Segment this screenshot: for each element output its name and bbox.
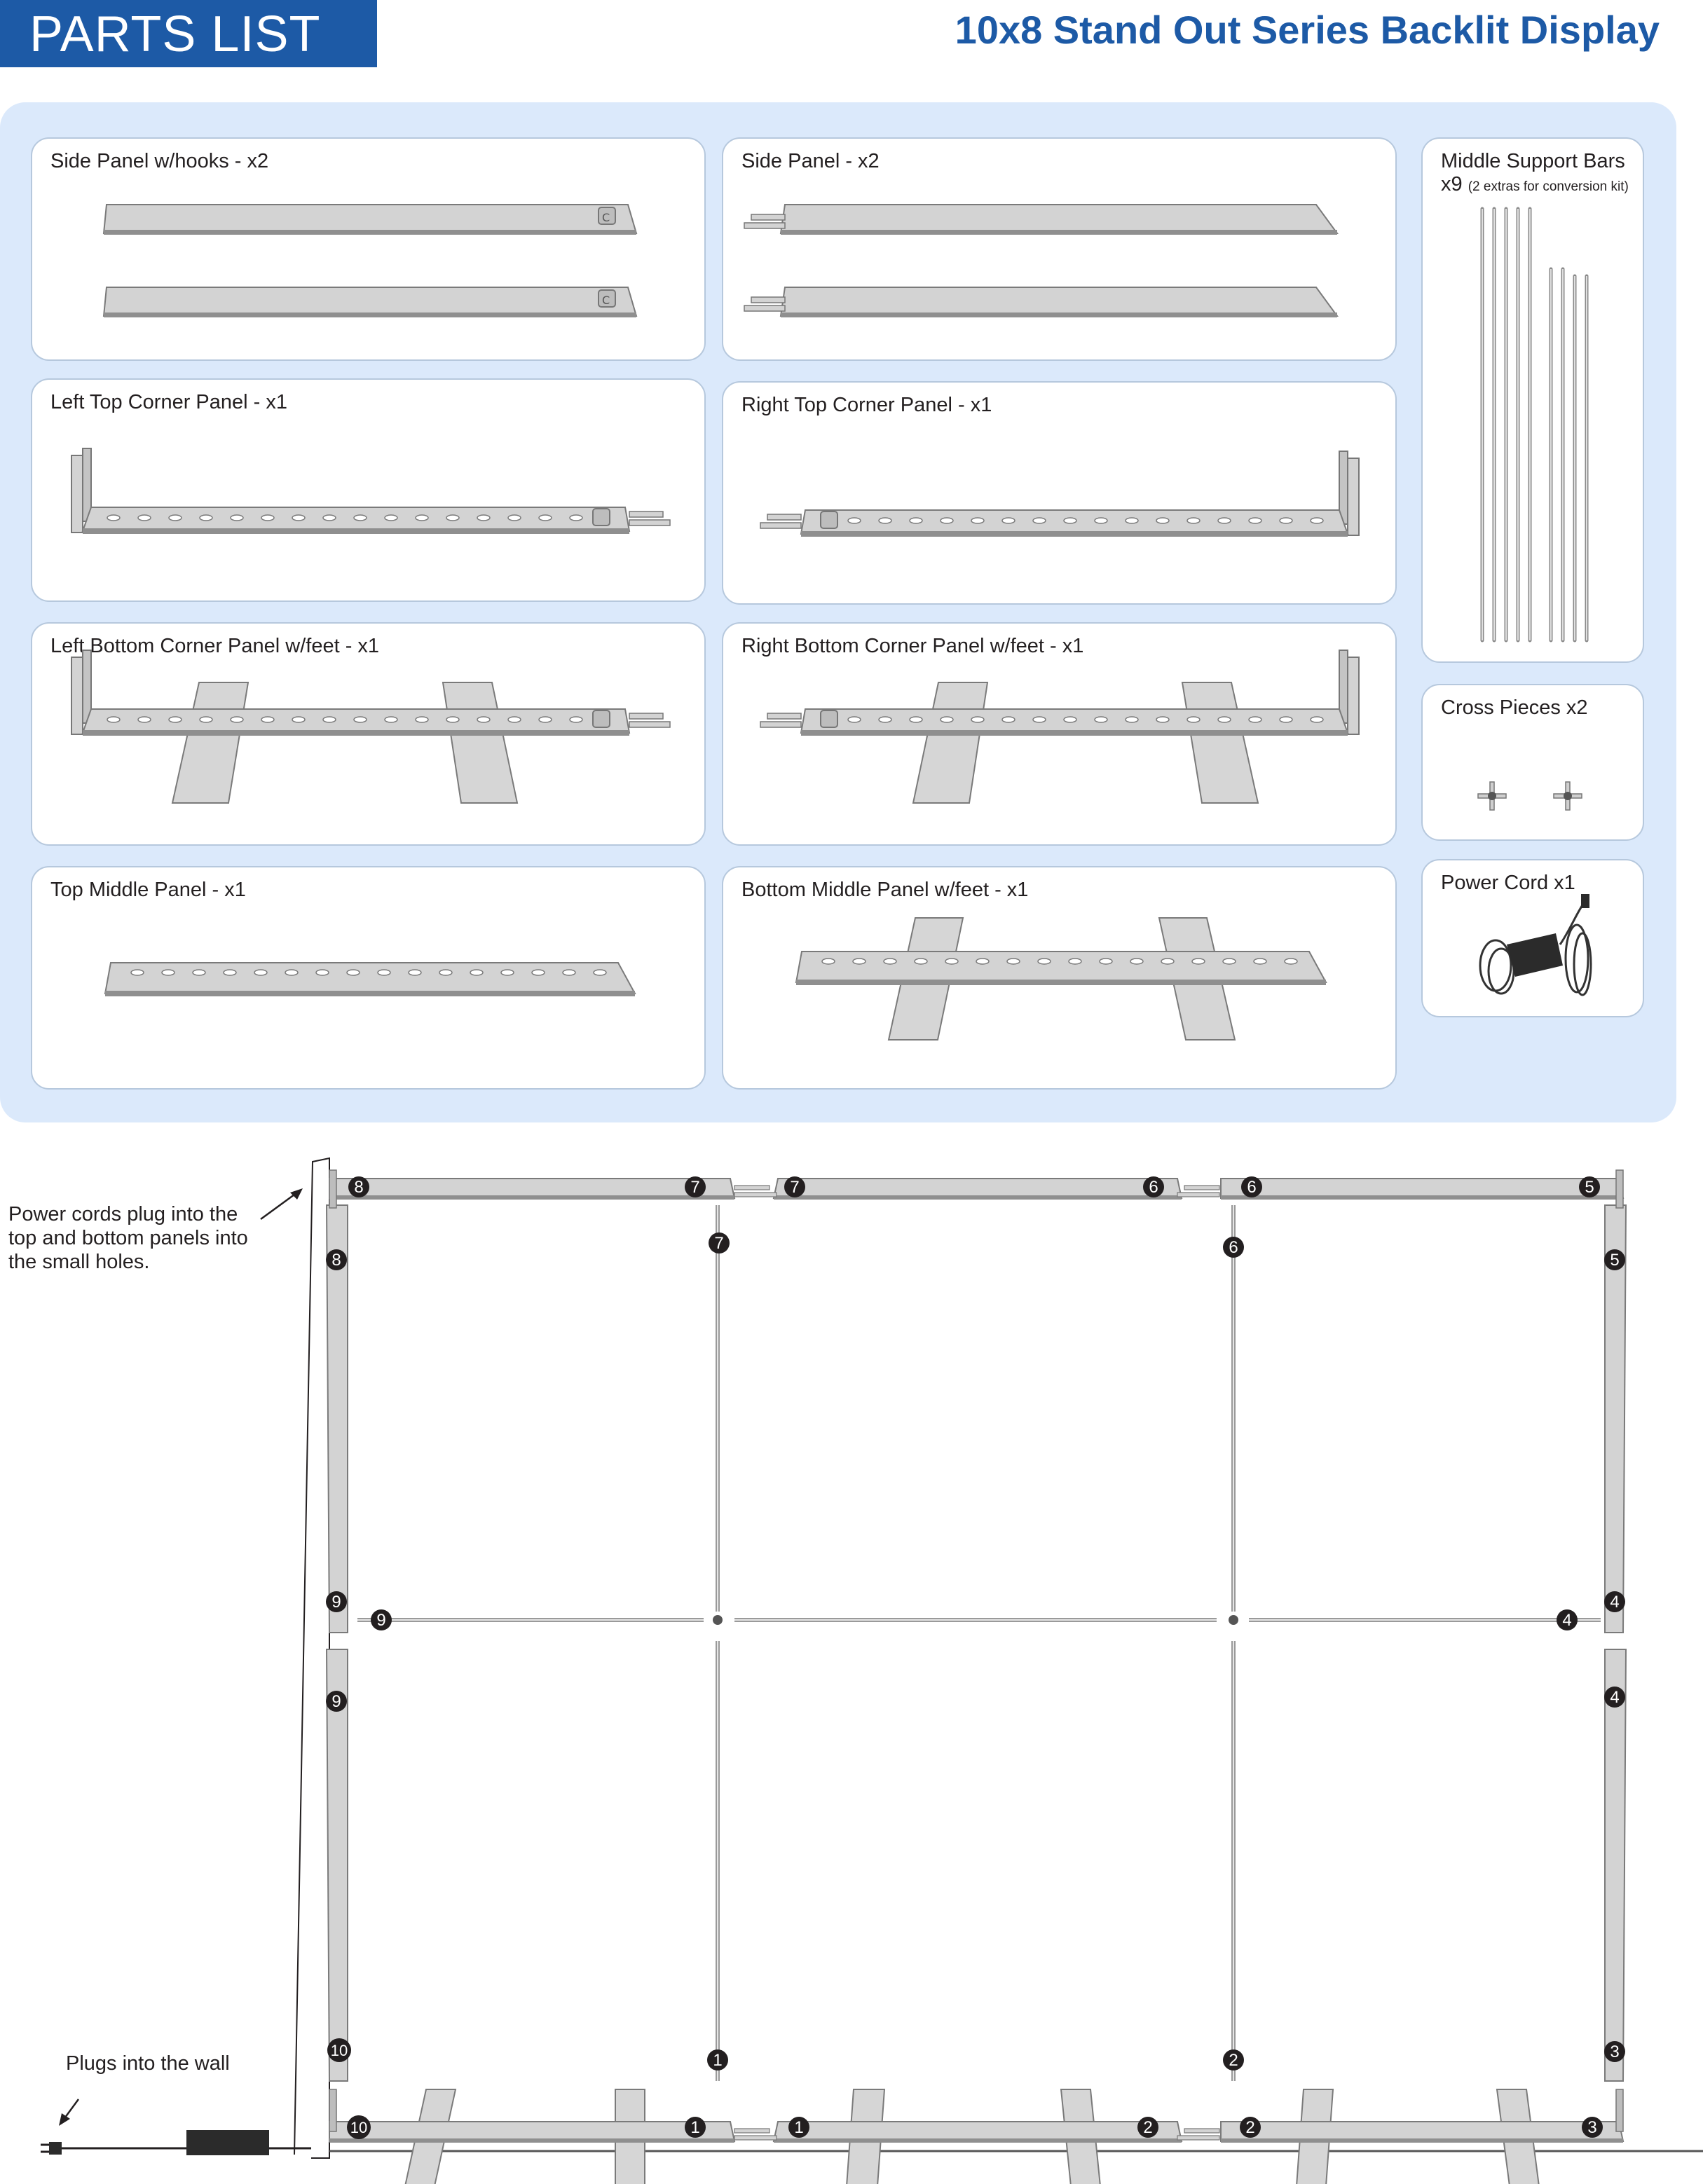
power-adapter [186, 2130, 269, 2155]
right-top-corner-illustration [723, 383, 1398, 606]
part-card-middle-support-bars [1421, 137, 1644, 663]
marker [1604, 2041, 1625, 2062]
part-card-right-bottom-corner [722, 622, 1397, 846]
marker [327, 2038, 351, 2062]
marker-label: 7 [714, 1234, 724, 1253]
top-frame-panels [329, 1179, 1623, 1200]
marker-label: 1 [794, 2118, 804, 2137]
marker-label: 10 [330, 2042, 348, 2059]
side-frame-panels [327, 1170, 1626, 2131]
part-card-left-bottom-corner [31, 622, 706, 846]
marker [1604, 1249, 1625, 1270]
top-middle-illustration [32, 867, 707, 1091]
middle-support-bars [357, 1205, 1601, 2081]
part-card-bottom-middle [722, 866, 1397, 1090]
part-label: Power Cord x1 [1441, 872, 1575, 894]
marker-label: 5 [1585, 1178, 1594, 1197]
marker [784, 1176, 805, 1197]
marker-label: 5 [1610, 1251, 1620, 1270]
power-cord-note [8, 1202, 248, 1274]
part-label: Side Panel - x2 [741, 150, 880, 172]
note-line: top and bottom panels into [8, 1227, 248, 1249]
left-top-corner-illustration [32, 380, 707, 603]
marker-label: 6 [1247, 1178, 1257, 1197]
part-card-side-panel [722, 137, 1397, 361]
power-cord-arrow [261, 1193, 297, 1219]
part-card-left-top-corner [31, 378, 706, 602]
marker [788, 2117, 809, 2138]
marker [326, 1249, 347, 1270]
part-card-right-top-corner [722, 381, 1397, 605]
marker [685, 1176, 706, 1197]
marker-label: 3 [1587, 2118, 1597, 2137]
part-card-side-panel-hooks [31, 137, 706, 361]
bottom-middle-illustration [723, 867, 1398, 1091]
part-label: Top Middle Panel - x1 [50, 879, 246, 901]
side-panel-illustration [723, 139, 1398, 362]
page-title: 10x8 Stand Out Series Backlit Display [955, 8, 1660, 52]
marker-label: 8 [331, 1251, 341, 1270]
marker-label: 8 [354, 1178, 364, 1197]
part-card-top-middle [31, 866, 706, 1090]
wall-plug-note: Plugs into the wall [66, 2052, 230, 2075]
marker [348, 1176, 369, 1197]
part-label: Left Top Corner Panel - x1 [50, 391, 287, 413]
marker-label: 9 [331, 1692, 341, 1711]
marker-label: 4 [1562, 1611, 1572, 1630]
marker-label: 9 [376, 1611, 386, 1630]
marker [1557, 1609, 1578, 1630]
marker-label: 1 [690, 2118, 700, 2137]
part-label: Right Top Corner Panel - x1 [741, 394, 992, 416]
bottom-frame-panels [329, 2089, 1623, 2184]
marker-label: 10 [350, 2119, 368, 2136]
marker-label: 7 [790, 1178, 800, 1197]
marker-label: 3 [1610, 2042, 1620, 2061]
support-bars-note: (2 extras for conversion kit) [1468, 179, 1629, 194]
marker [1223, 2049, 1244, 2070]
marker [326, 1691, 347, 1712]
wall-line [294, 1158, 329, 2158]
part-label: Bottom Middle Panel w/feet - x1 [741, 879, 1029, 901]
note-line: Power cords plug into the [8, 1203, 238, 1225]
svg-text:C: C [602, 211, 610, 224]
part-label: Cross Pieces x2 [1441, 696, 1588, 719]
support-bars-name: Middle Support Bars [1441, 150, 1625, 172]
marker-label: 4 [1610, 1593, 1620, 1612]
marker [1579, 1176, 1600, 1197]
marker [709, 1232, 730, 1254]
marker-label: 6 [1229, 1238, 1238, 1257]
wall-plug [49, 2142, 62, 2155]
middle-support-bars-illustration [1423, 139, 1646, 664]
parts-list-badge [0, 0, 377, 67]
part-label: Side Panel w/hooks - x2 [50, 150, 269, 172]
note-line: the small holes. [8, 1251, 150, 1273]
marker-label: 4 [1610, 1688, 1620, 1707]
side-panel-hooks-illustration [32, 139, 707, 362]
part-label: Right Bottom Corner Panel w/feet - x1 [741, 635, 1084, 657]
marker-label: 7 [690, 1178, 700, 1197]
marker [1240, 2117, 1261, 2138]
marker [1143, 1176, 1164, 1197]
marker [371, 1609, 392, 1630]
part-card-power-cord [1421, 859, 1644, 1017]
part-label: Left Bottom Corner Panel w/feet - x1 [50, 635, 380, 657]
marker-label: 2 [1143, 2118, 1153, 2137]
marker [1241, 1176, 1262, 1197]
support-bars-qty: x9 [1441, 173, 1463, 195]
marker [1582, 2117, 1603, 2138]
marker [1137, 2117, 1158, 2138]
marker-label: 9 [331, 1593, 341, 1612]
assembly-diagram [0, 1128, 1703, 2184]
left-bottom-corner-illustration [32, 624, 707, 847]
marker [1223, 1237, 1244, 1258]
marker-label: 6 [1149, 1178, 1158, 1197]
marker [347, 2115, 371, 2139]
cross-pieces-illustration [1423, 685, 1646, 842]
marker [326, 1591, 347, 1612]
marker-label: 1 [713, 2051, 723, 2070]
power-cord-illustration [1423, 860, 1646, 1019]
marker [707, 2049, 728, 2070]
marker-label: 2 [1229, 2051, 1238, 2070]
parts-list-heading: PARTS LIST [29, 6, 321, 62]
marker [685, 2117, 706, 2138]
right-bottom-corner-illustration [723, 624, 1398, 847]
marker-label: 2 [1245, 2118, 1255, 2137]
marker [1604, 1687, 1625, 1708]
part-card-cross-pieces [1421, 684, 1644, 841]
marker [1604, 1591, 1625, 1612]
